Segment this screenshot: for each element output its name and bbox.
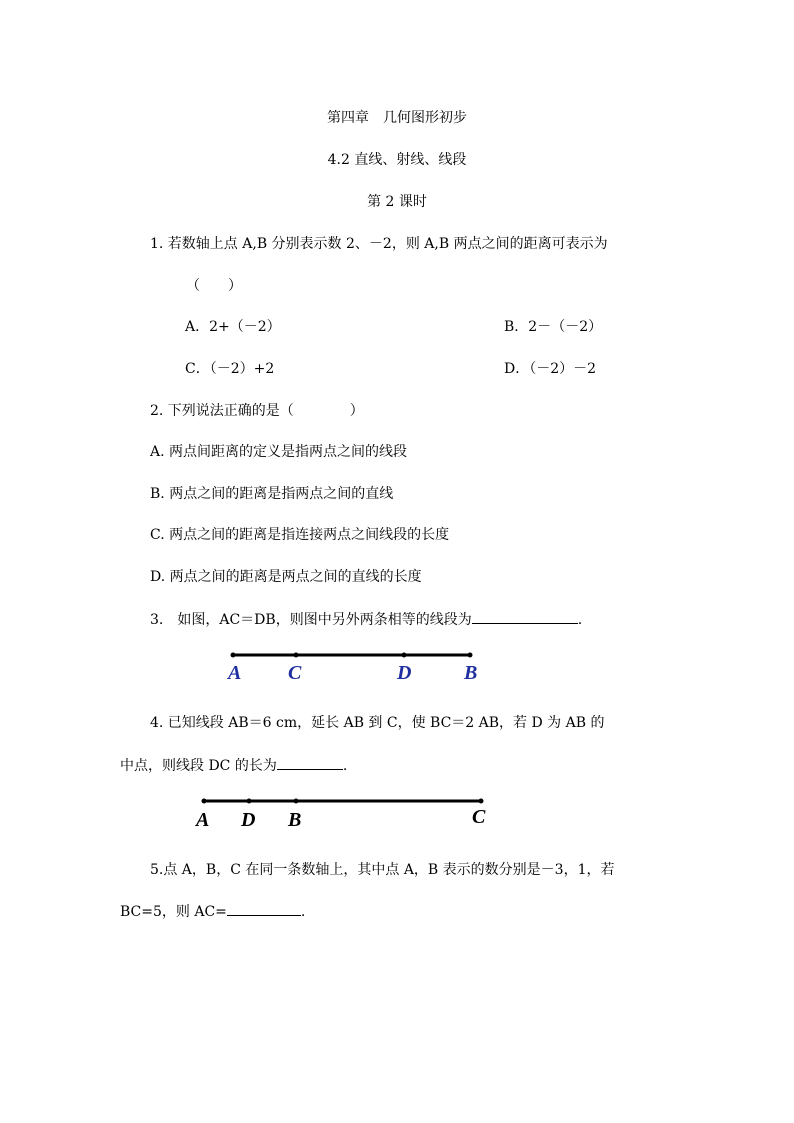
- q5-line2: BC=5，则 AC=: [120, 904, 227, 920]
- q3-label-c: C: [288, 662, 302, 684]
- q4-point-c: [479, 799, 484, 804]
- q1-option-b: B．2－（－2）: [504, 319, 603, 335]
- q1-option-a: A．2+（－2）: [185, 319, 281, 335]
- q2-stem: 2. 下列说法正确的是（ ）: [150, 403, 364, 419]
- q1-option-c: C．（－2）+2: [185, 361, 275, 377]
- q1-stem: 1. 若数轴上点 A,B 分别表示数 2、－2，则 A,B 两点之间的距离可表示为: [150, 236, 608, 252]
- q5-answer-blank[interactable]: [227, 901, 301, 916]
- q3-stem-line: [150, 609, 582, 630]
- q5-line2-row: [120, 901, 305, 922]
- q4-line2: 中点，则线段 DC 的长为: [120, 758, 277, 774]
- q3-label-d: D: [397, 662, 412, 684]
- q4-point-a: [202, 799, 207, 804]
- q2-option-a: A. 两点间距离的定义是指两点之间的线段: [150, 444, 408, 460]
- lesson-title: 第 2 课时: [367, 194, 427, 210]
- q2-option-b: B. 两点之间的距离是指两点之间的直线: [150, 486, 394, 502]
- q3-answer-blank[interactable]: [472, 609, 578, 624]
- q2-option-c: C. 两点之间的距离是指连接两点之间线段的长度: [150, 527, 450, 543]
- q3-label-b: B: [464, 662, 478, 684]
- q1-option-d: D．（－2）－2: [504, 361, 597, 377]
- q4-label-a: A: [196, 809, 210, 831]
- q3-point-a: [231, 653, 236, 658]
- q4-label-c: C: [472, 806, 486, 828]
- q4-line1: 4. 已知线段 AB＝6 cm，延长 AB 到 C，使 BC＝2 AB，若 D 为 AB 的: [150, 715, 605, 731]
- q3-figure: [0, 640, 794, 700]
- q1-paren: （ ）: [186, 278, 242, 294]
- q3-stem: 3. 如图，AC＝DB，则图中另外两条相等的线段为: [150, 612, 472, 628]
- q3-label-a: A: [228, 662, 242, 684]
- q3-point-c: [294, 653, 299, 658]
- q5-line1: 5.点 A，B，C 在同一条数轴上，其中点 A，B 表示的数分别是－3，1，若: [150, 862, 615, 878]
- q2-option-d: D. 两点之间的距离是两点之间的直线的长度: [150, 569, 422, 585]
- q4-point-d: [247, 799, 252, 804]
- q4-answer-blank[interactable]: [277, 755, 343, 770]
- q3-point-d: [402, 653, 407, 658]
- q4-figure: [0, 786, 794, 846]
- q4-label-b: B: [288, 809, 302, 831]
- q4-end: .: [342, 758, 348, 774]
- q4-label-d: D: [241, 809, 256, 831]
- q4-line2-row: [120, 755, 347, 776]
- chapter-title: 第四章 几何图形初步: [327, 110, 467, 126]
- section-title: 4.2 直线、射线、线段: [327, 152, 467, 168]
- q3-end: .: [577, 612, 583, 628]
- q3-point-b: [468, 653, 473, 658]
- q5-end: .: [300, 904, 306, 920]
- q4-point-b: [294, 799, 299, 804]
